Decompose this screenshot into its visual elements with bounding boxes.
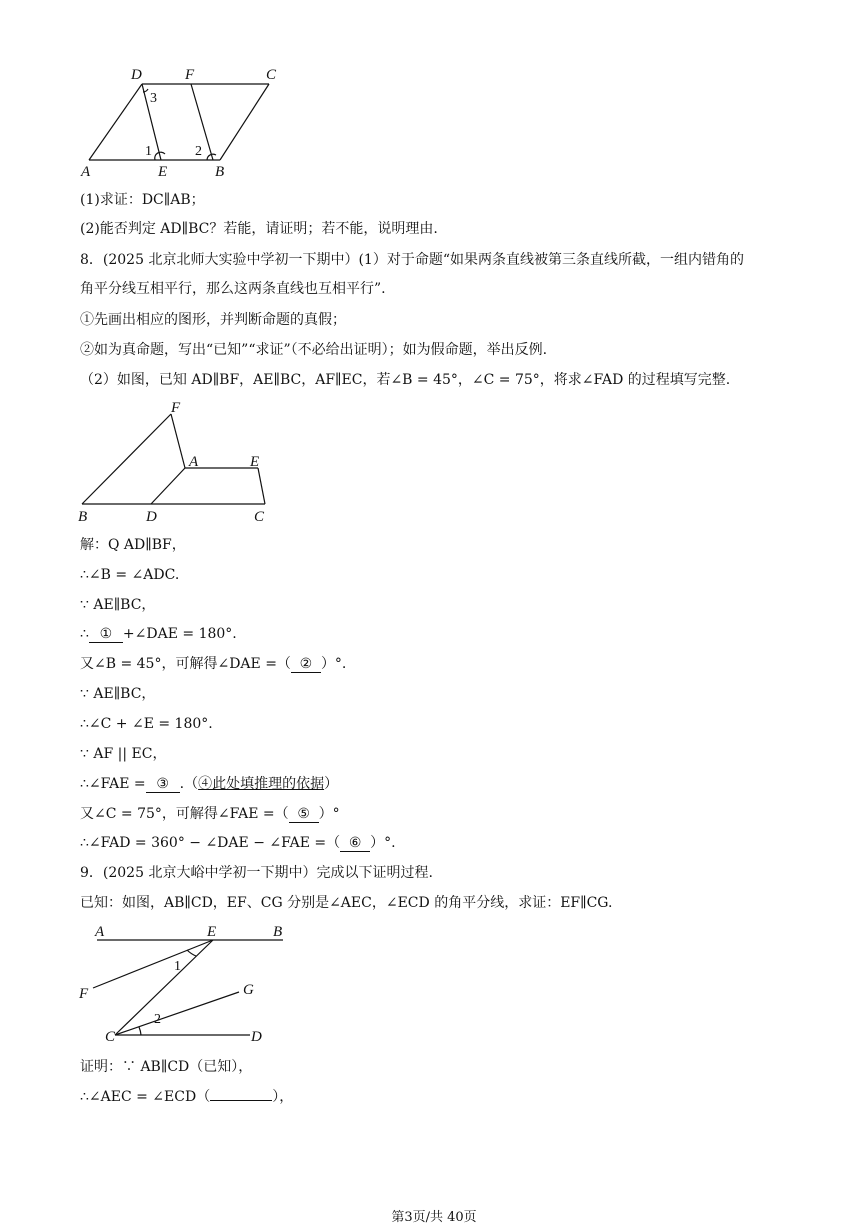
label-C: C <box>266 67 277 83</box>
q8-line2: 角平分线互相平行，那么这两条直线也互相平行”. <box>80 281 386 297</box>
q9-proof1: 证明：∵ AB∥CD（已知）， <box>80 1059 253 1075</box>
q7-part1: (1)求证：DC∥AB； <box>80 192 205 208</box>
q8-line1: 8．(2025 北京北师大实验中学初一下期中）(1）对于命题“如果两条直线被第三条直线所截，一组内错角的 <box>80 252 744 268</box>
label-C: C <box>254 509 265 525</box>
reason-blank[interactable] <box>210 1100 272 1101</box>
blank-6[interactable]: ⑥ <box>340 835 370 852</box>
label-D: D <box>251 1029 262 1045</box>
angle-label-2: 2 <box>195 144 202 159</box>
q8-item2: ②如为真命题，写出“已知”“求证”（不必给出证明）；如为假命题，举出反例. <box>80 342 548 358</box>
figure-fabdce <box>75 398 285 526</box>
blank-3[interactable]: ③ <box>146 776 180 793</box>
label-B: B <box>273 924 283 940</box>
label-A: A <box>189 454 199 470</box>
blank-1[interactable]: ① <box>89 626 123 643</box>
label-E: E <box>250 454 260 470</box>
label-E: E <box>158 164 168 180</box>
q8-sol8: ∵ AF || EC， <box>80 746 167 762</box>
label-C: C <box>105 1029 116 1045</box>
label-B: B <box>78 509 88 525</box>
q8-part2: （2）如图，已知 AD∥BF，AE∥BC，AF∥EC，若∠B = 45°，∠C = 75°，将求∠FAD 的过程填写完整. <box>80 372 731 388</box>
q8-sol7: ∴∠C + ∠E = 180°. <box>80 716 213 732</box>
label-F: F <box>171 400 181 416</box>
blank-5[interactable]: ⑤ <box>289 806 319 823</box>
label-G: G <box>243 982 254 998</box>
label-D: D <box>146 509 157 525</box>
q7-part2: (2)能否判定 AD∥BC？若能，请证明；若不能，说明理由. <box>80 221 438 237</box>
blank-4-note[interactable]: ④此处填推理的依据 <box>198 776 325 792</box>
page-footer: 第3页/共 40页 <box>391 1210 477 1225</box>
q8-sol6: ∵ AE∥BC， <box>80 686 156 702</box>
q9-line2: 已知：如图，AB∥CD，EF、CG 分别是∠AEC，∠ECD 的角平分线，求证：EF∥CG. <box>80 895 613 911</box>
q9-line1: 9．(2025 北京大峪中学初一下期中）完成以下证明过程. <box>80 865 433 881</box>
q8-sol1: 解：Q AD∥BF， <box>80 537 186 553</box>
q8-sol5: 又∠B = 45°，可解得∠DAE =（ ② ）°. <box>80 656 347 672</box>
q9-proof2: ∴∠AEC = ∠ECD（ ）， <box>80 1089 294 1105</box>
q8-item1: ①先画出相应的图形，并判断命题的真假； <box>80 312 346 328</box>
label-B: B <box>215 164 225 180</box>
q8-sol3: ∵ AE∥BC， <box>80 597 156 613</box>
blank-2[interactable]: ② <box>291 656 321 673</box>
label-A: A <box>95 924 105 940</box>
figure-parallelogram-adeb <box>75 62 295 182</box>
label-F: F <box>185 67 195 83</box>
q8-sol10: 又∠C = 75°，可解得∠FAE =（ ⑤ ）° <box>80 806 340 822</box>
q8-sol11: ∴∠FAD = 360° − ∠DAE − ∠FAE =（ ⑥ ）°. <box>80 835 396 851</box>
label-D: D <box>131 67 142 83</box>
q8-sol9: ∴∠FAE = ③ .（④此处填推理的依据） <box>80 776 339 792</box>
label-E: E <box>207 924 217 940</box>
q8-sol4: ∴ ① +∠DAE = 180°. <box>80 626 237 642</box>
label-A: A <box>81 164 91 180</box>
q8-sol2: ∴∠B = ∠ADC. <box>80 567 180 583</box>
label-F: F <box>79 986 89 1002</box>
angle-label-1: 1 <box>174 959 181 974</box>
angle-label-2: 2 <box>154 1012 161 1027</box>
angle-label-1: 1 <box>145 144 152 159</box>
figure-ab-cd-parallel <box>75 920 290 1050</box>
angle-label-3: 3 <box>150 91 157 106</box>
